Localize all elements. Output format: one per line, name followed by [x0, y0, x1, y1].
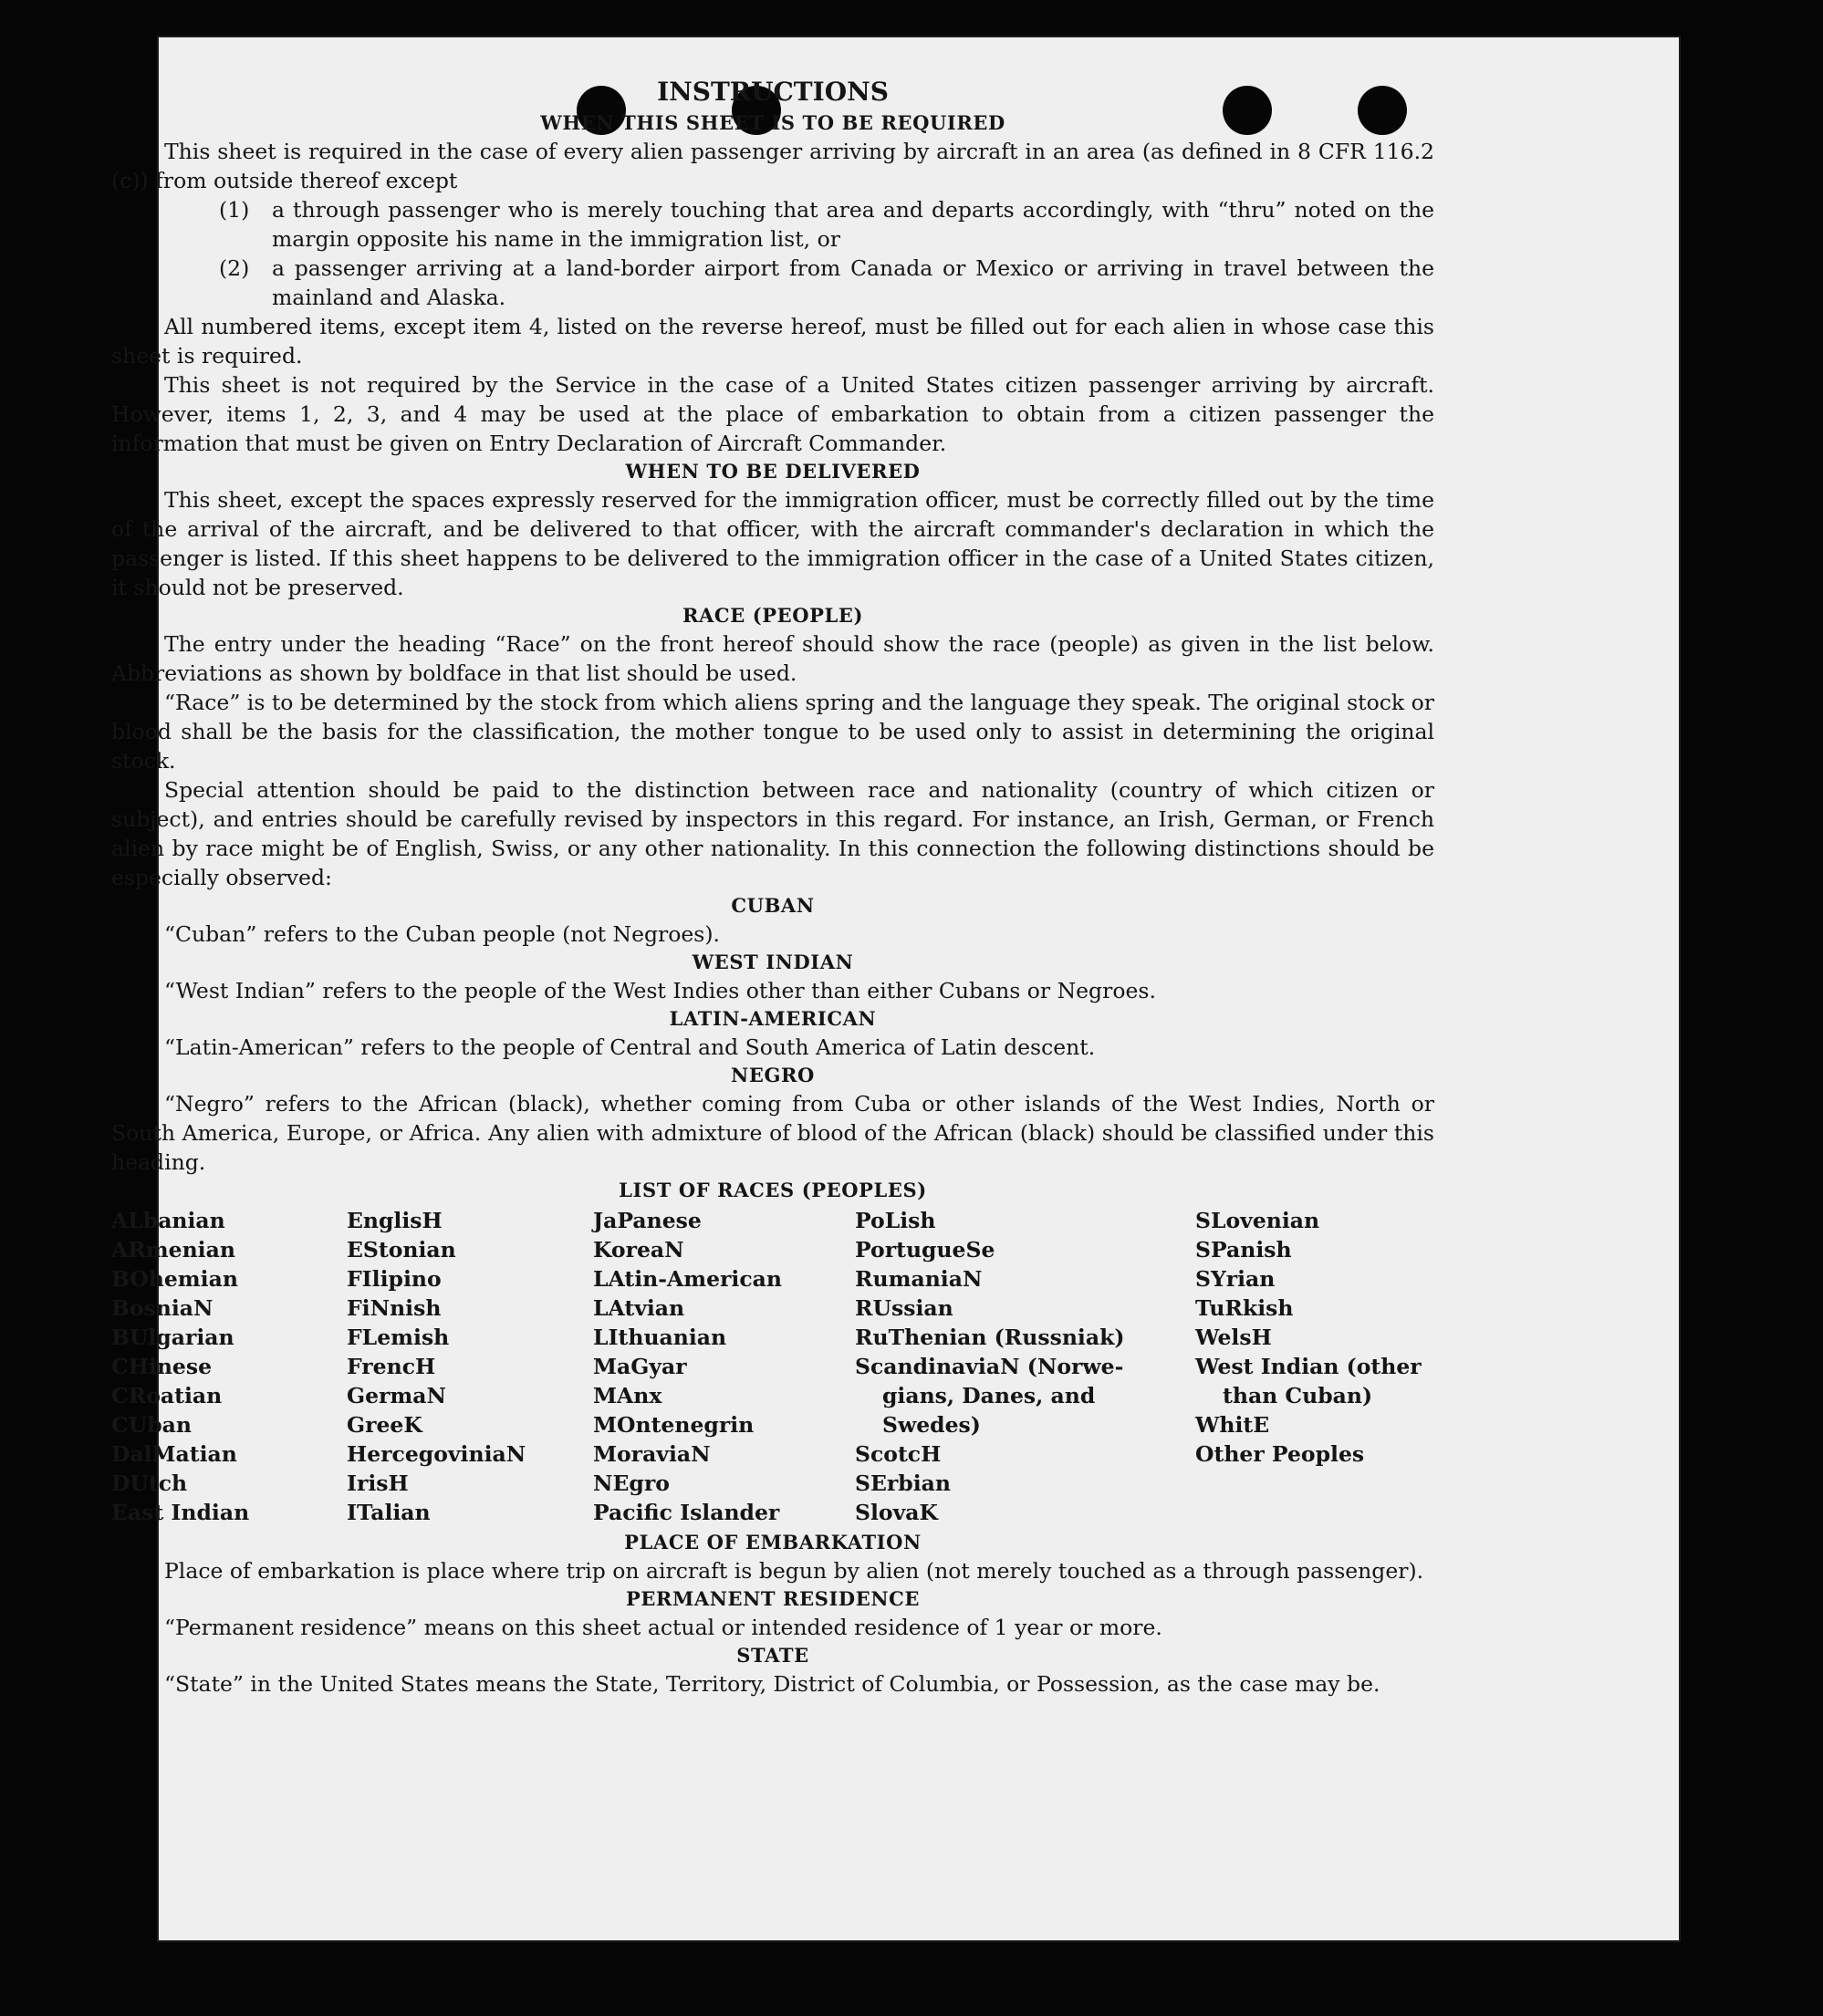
race-entry: East Indian — [111, 1500, 250, 1525]
race-entry: SPanish — [1195, 1237, 1292, 1263]
page-title: INSTRUCTIONS — [657, 77, 889, 107]
race-entry: SErbian — [855, 1470, 951, 1496]
item-text: a passenger arriving at a land-border airport from Canada or Mexico or arriving in travel between the mainland and Alaska. — [272, 255, 1434, 310]
race-entry: MAnx — [593, 1383, 662, 1408]
race-entry: BOhemian — [111, 1266, 238, 1292]
races-list — [111, 1206, 1434, 1527]
race-entry: SYrian — [1195, 1266, 1276, 1292]
section-heading: WEST INDIAN — [692, 951, 854, 973]
paragraph: All numbered items, except item 4, listed on the reverse hereof, must be filled out for each alien in whose case this sheet is required. — [111, 314, 1434, 369]
paragraph: “Permanent residence” means on this sheet actual or intended residence of 1 year or more. — [164, 1615, 1162, 1640]
list-item — [219, 195, 1434, 254]
races-column — [593, 1206, 855, 1527]
item-number: (2) — [219, 255, 250, 281]
race-entry: GermaN — [347, 1383, 446, 1408]
paragraph: Place of embarkation is place where trip on aircraft is begun by alien (not merely touched as a through passenger). — [164, 1558, 1424, 1584]
race-entry: NEgro — [593, 1470, 670, 1496]
paragraph: “West Indian” refers to the people of the West Indies other than either Cubans or Negroes. — [164, 978, 1156, 1003]
race-entry-continued: Swedes) — [882, 1412, 981, 1438]
race-entry: DUtch — [111, 1470, 188, 1496]
race-entry: RuThenian (Russniak) — [855, 1325, 1125, 1350]
section-heading: WHEN THIS SHEET IS TO BE REQUIRED — [540, 111, 1005, 134]
race-entry: DalMatian — [111, 1441, 237, 1467]
race-entry: KoreaN — [593, 1237, 684, 1263]
race-entry: West Indian (other — [1195, 1354, 1422, 1379]
race-entry: IrisH — [347, 1470, 409, 1496]
paragraph: This sheet, except the spaces expressly reserved for the immigration officer, must be correctly filled out by the time of the arrival of the aircraft, and be delivered to that officer, with the aircraft commander's declaration in which the passenger is listed. If this sheet happens to be delivered to the immigration officer in the case of a United States citizen, it should not be preserved. — [111, 487, 1434, 600]
race-entry: WelsH — [1195, 1325, 1272, 1350]
race-entry: FLemish — [347, 1325, 450, 1350]
race-entry: MoraviaN — [593, 1441, 711, 1467]
race-entry-continued: than Cuban) — [1223, 1383, 1373, 1408]
races-column — [347, 1206, 593, 1527]
race-entry: RumaniaN — [855, 1266, 983, 1292]
race-entry: LAtvian — [593, 1295, 685, 1321]
section-heading: LATIN-AMERICAN — [669, 1007, 877, 1030]
section-heading: WHEN TO BE DELIVERED — [625, 460, 921, 483]
section-heading: LIST OF RACES (PEOPLES) — [619, 1179, 927, 1201]
paragraph: Special attention should be paid to the distinction between race and nationality (country of which citizen or subject), and entries should be carefully revised by inspectors in this regard. For instance, an Irish, German, or French alien by race might be of English, Swiss, or any other nationality. In this connection the following distinctions should be especially observed: — [111, 777, 1434, 890]
item-text: a through passenger who is merely touching that area and departs accordingly, with “thru” noted on the margin opposite his name in the immigration list, or — [272, 197, 1434, 252]
section-heading: CUBAN — [731, 894, 815, 917]
race-entry: SlovaK — [855, 1500, 938, 1525]
race-entry: MaGyar — [593, 1354, 687, 1379]
race-entry: MOntenegrin — [593, 1412, 755, 1438]
race-entry-continued: gians, Danes, and — [882, 1383, 1096, 1408]
section-heading: NEGRO — [731, 1064, 815, 1086]
races-column — [111, 1206, 347, 1527]
race-entry: LIthuanian — [593, 1325, 727, 1350]
race-entry: ScotcH — [855, 1441, 942, 1467]
section-heading: RACE (PEOPLE) — [682, 604, 864, 627]
race-entry: TuRkish — [1195, 1295, 1294, 1321]
race-entry: GreeK — [347, 1412, 422, 1438]
paragraph: “Race” is to be determined by the stock from which aliens spring and the language they speak. The original stock or blood shall be the basis for the classification, the mother tongue to be used only to assist in determining the original stock. — [111, 690, 1434, 774]
race-entry: HercegoviniaN — [347, 1441, 526, 1467]
item-number: (1) — [219, 197, 250, 223]
race-entry: BosniaN — [111, 1295, 214, 1321]
race-entry: ScandinaviaN (Norwe- — [855, 1354, 1124, 1379]
section-heading: PLACE OF EMBARKATION — [624, 1531, 922, 1554]
paragraph: “State” in the United States means the State, Territory, District of Columbia, or Possession, as the case may be. — [164, 1671, 1380, 1697]
race-entry: Other Peoples — [1195, 1441, 1365, 1467]
paragraph: This sheet is not required by the Service in the case of a United States citizen passenger arriving by aircraft. However, items 1, 2, 3, and 4 may be used at the place of embarkation to obtain from a citizen passenger the information that must be given on Entry Declaration of Aircraft Commander. — [111, 372, 1434, 456]
race-entry: JaPanese — [593, 1208, 702, 1233]
race-entry: LAtin-American — [593, 1266, 782, 1292]
race-entry: CHinese — [111, 1354, 213, 1379]
race-entry: ITalian — [347, 1500, 431, 1525]
race-entry: ARmenian — [111, 1237, 235, 1263]
races-column — [855, 1206, 1195, 1527]
races-column — [1195, 1206, 1434, 1527]
list-item — [219, 254, 1434, 312]
section-heading: PERMANENT RESIDENCE — [625, 1587, 921, 1610]
paragraph: “Negro” refers to the African (black), whether coming from Cuba or other islands of the West Indies, North or South America, Europe, or Africa. Any alien with admixture of blood of the African (black) should be classified under this heading. — [111, 1091, 1434, 1175]
race-entry: SLovenian — [1195, 1208, 1320, 1233]
race-entry: EStonian — [347, 1237, 456, 1263]
paragraph: This sheet is required in the case of every alien passenger arriving by aircraft in an area (as defined in 8 CFR 116.2 (c)) from outside thereof except — [111, 139, 1434, 193]
race-entry: RUssian — [855, 1295, 953, 1321]
instructions-page — [111, 75, 1434, 1699]
race-entry: PoLish — [855, 1208, 936, 1233]
race-entry: PortugueSe — [855, 1237, 995, 1263]
section-heading: STATE — [736, 1644, 809, 1667]
race-entry: FrencH — [347, 1354, 436, 1379]
race-entry: FIlipino — [347, 1266, 442, 1292]
paragraph: “Cuban” refers to the Cuban people (not Negroes). — [164, 921, 721, 947]
race-entry: FiNnish — [347, 1295, 442, 1321]
race-entry: Pacific Islander — [593, 1500, 780, 1525]
race-entry: EnglisH — [347, 1208, 443, 1233]
race-entry: CUban — [111, 1412, 192, 1438]
race-entry: WhitE — [1195, 1412, 1270, 1438]
paragraph: “Latin-American” refers to the people of Central and South America of Latin descent. — [164, 1034, 1096, 1060]
paragraph: The entry under the heading “Race” on the front hereof should show the race (people) as given in the list below. Abbreviations as shown by boldface in that list should be used. — [111, 631, 1434, 686]
race-entry: CRoatian — [111, 1383, 223, 1408]
race-entry: BUlgarian — [111, 1325, 234, 1350]
race-entry: ALbanian — [111, 1208, 225, 1233]
